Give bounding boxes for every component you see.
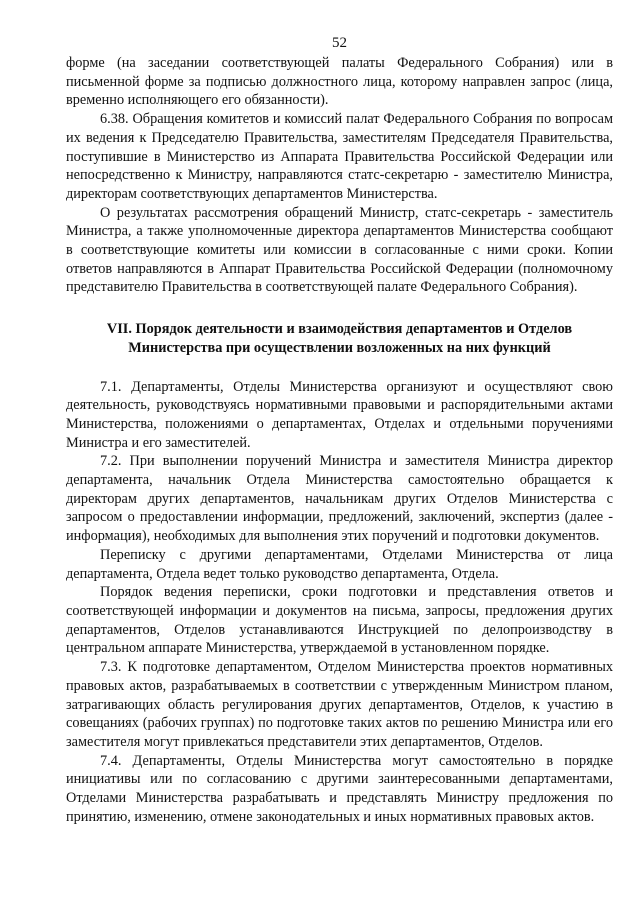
paragraph-results-of-review: О результатах рассмотрения обращений Министр, статс-секретарь - заместитель Министра, а также уполномоченные директора департаментов Министерства сообщают в соответствующие комитеты или комиссии в согласованные с ними сроки. Копии ответов направляются в Аппарат Правительства Российской Федерации (полномочному представителю Правительства в соответствующей палате Федерального Собрания). [66,204,613,296]
paragraph-continuation: форме (на заседании соответствующей палаты Федерального Собрания) или в письменной форме за подписью должностного лица, которому направлен запрос (лица, временно исполняющего его обязанности). [66,55,613,109]
paragraph-6-38: 6.38. Обращения комитетов и комиссий палат Федерального Собрания по вопросам их ведения к Председателю Правительства, заместителям Председателя Правительства, поступившие в Министерство из Аппарата Правительства Российской Федерации или непосредственно к Министру, направляются статс-секретарю - заместителю Министра, директорам соответствующих департаментов Министерства. [66,111,613,202]
page-number: 52 [332,35,347,51]
paragraph-correspondence: Переписку с другими департаментами, Отделами Министерства от лица департамента, Отдела ведет только руководство департамента, Отдела. [66,546,613,582]
paragraph-7-4: 7.4. Департаменты, Отделы Министерства могут самостоятельно в порядке инициативы или по согласованию с другими заинтересованными департаментами, Отделами Министерства разрабатывать и представлять Министру предложения по принятию, изменению, отмене законодательных и иных нормативных правовых актов. [66,752,613,825]
document-page [66,34,613,826]
paragraph-7-1: 7.1. Департаменты, Отделы Министерства организуют и осуществляют свою деятельность, руководствуясь нормативными правовыми и распорядительными актами Министерства, положениями о департаментах, Отделах и отдельными поручениями Министра и его заместителей. [66,378,613,451]
section-heading: VII. Порядок деятельности и взаимодействия департаментов и Отделов Министерства при осуществлении возложенных на них функций [106,321,573,356]
paragraph-correspondence-procedure: Порядок ведения переписки, сроки подготовки и представления ответов и соответствующей информации и документов на письма, запросы, предложения других департаментов, Отделов устанавливаются Инструкцией по делопроизводству в центральном аппарате Министерства, утверждаемой в установленном порядке. [66,584,613,657]
paragraph-7-3: 7.3. К подготовке департаментом, Отделом Министерства проектов нормативных правовых актов, разрабатываемых в соответствии с утвержденным Министром планом, затрагивающих область регулирования других департаментов, Отделов, к участию в совещаниях (рабочих группах) по подготовке таких актов по решению Министра или его заместителя могут привлекаться представители этих департаментов, Отделов. [66,659,613,750]
paragraph-7-2: 7.2. При выполнении поручений Министра и заместителя Министра директор департамента, начальник Отдела Министерства самостоятельно обращается к директорам других департаментов, начальникам других Отделов Министерства с запросом о предоставлении информации, предложений, заключений, экспертиз (далее - информация), необходимых для выполнения этих поручений и подготовки документов. [66,453,613,545]
